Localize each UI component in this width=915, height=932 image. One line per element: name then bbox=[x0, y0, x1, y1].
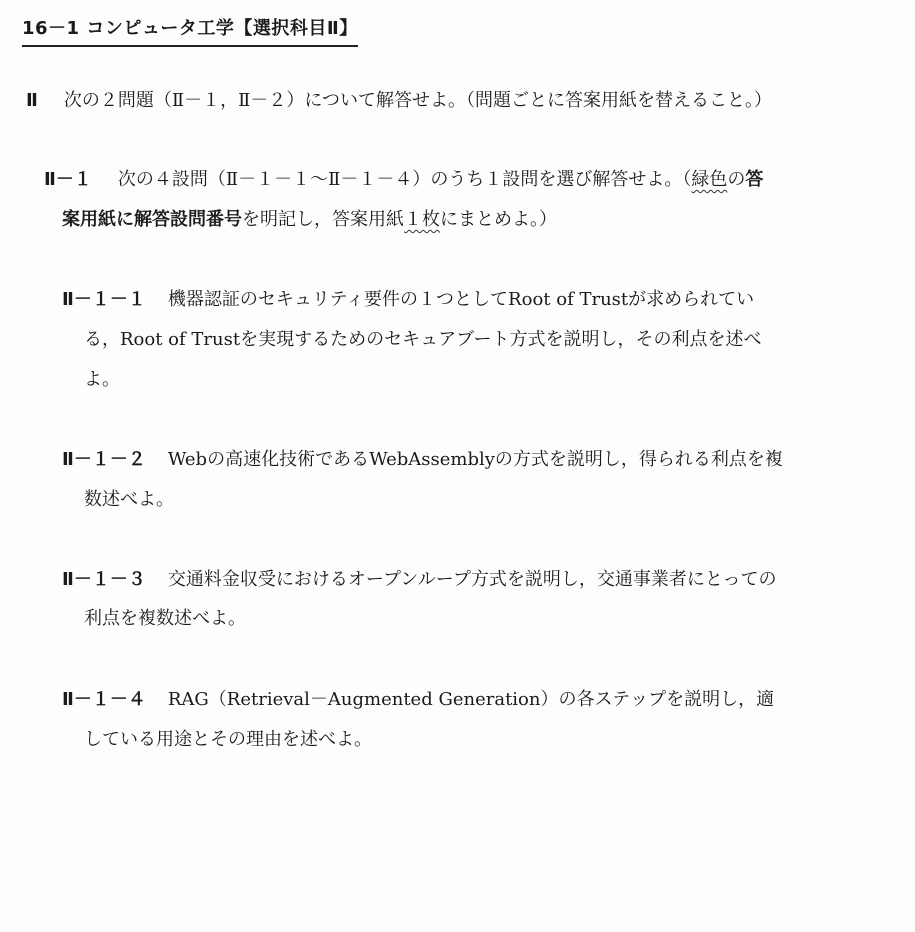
question-3-line-2 bbox=[84, 607, 246, 631]
one-sheet-note: １枚 bbox=[404, 209, 440, 230]
question-1-line-3 bbox=[84, 368, 120, 392]
question-1-line-1 bbox=[62, 288, 754, 312]
question-2-text-1: Webの高速化技術であるWebAssemblyの方式を説明し，得られる利点を複 bbox=[167, 449, 783, 470]
section-number: Ⅱ－１ bbox=[44, 169, 92, 190]
question-1-text-3: よ。 bbox=[84, 369, 120, 390]
question-1-number: Ⅱ－１－１ bbox=[62, 289, 146, 310]
question-4-number: Ⅱ－１－４ bbox=[62, 689, 146, 710]
section-text-1a: 次の４設問（Ⅱ－１－１～Ⅱ－１－４）のうち１設問を選び解答せよ。（ bbox=[117, 169, 692, 190]
question-2-line-1 bbox=[62, 448, 783, 472]
section-text-2a: を明記し，答案用紙 bbox=[242, 209, 404, 230]
question-4-text-1: RAG（Retrieval－Augmented Generation）の各ステップを説明し，適 bbox=[167, 689, 775, 710]
question-2-line-2 bbox=[84, 488, 174, 512]
page-title: 16－1 コンピュータ工学【選択科目Ⅱ】 bbox=[22, 14, 358, 47]
section-text-2-bold: 案用紙に解答設問番号 bbox=[62, 209, 242, 230]
question-1-text-2: る，Root of Trustを実現するためのセキュアブート方式を説明し，その利点を述べ bbox=[84, 329, 762, 350]
intro-line bbox=[26, 89, 772, 113]
question-1-text-1: 機器認証のセキュリティ要件の１つとしてRoot of Trustが求められてい bbox=[167, 289, 755, 310]
intro-text: 次の２問題（Ⅱ－１，Ⅱ－２）について解答せよ。（問題ごとに答案用紙を替えること。） bbox=[63, 90, 772, 111]
section-line-2 bbox=[62, 208, 557, 232]
question-4-text-2: している用途とその理由を述べよ。 bbox=[84, 729, 372, 750]
question-1-line-2 bbox=[84, 328, 762, 352]
intro-number: Ⅱ bbox=[26, 90, 38, 111]
question-4-line-1 bbox=[62, 688, 774, 712]
question-3-text-2: 利点を複数述べよ。 bbox=[84, 608, 246, 629]
green-sheet-note: 緑色 bbox=[691, 169, 728, 190]
section-line-1 bbox=[44, 168, 763, 192]
question-2-number: Ⅱ－１－２ bbox=[62, 449, 146, 470]
section-text-2b: にまとめよ。） bbox=[440, 209, 557, 230]
section-text-1-bold: 答 bbox=[745, 169, 764, 190]
question-3-line-1 bbox=[62, 568, 777, 592]
question-2-text-2: 数述べよ。 bbox=[84, 489, 174, 510]
question-3-text-1: 交通料金収受におけるオープンループ方式を説明し，交通事業者にとっての bbox=[167, 569, 777, 590]
question-4-line-2 bbox=[84, 728, 372, 752]
question-3-number: Ⅱ－１－３ bbox=[62, 569, 146, 590]
section-text-1b: の bbox=[727, 169, 746, 190]
